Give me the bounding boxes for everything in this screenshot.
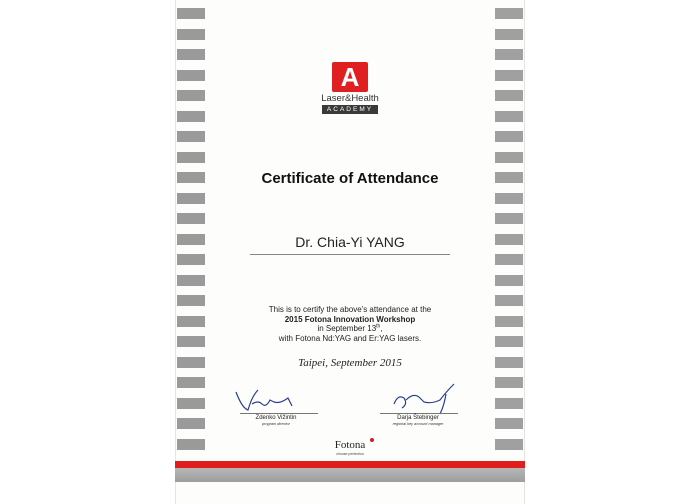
border-stripe [495, 131, 523, 142]
body-line-1: This is to certify the above's attendance at the [268, 305, 432, 314]
border-stripe [177, 439, 205, 450]
border-stripe [177, 29, 205, 40]
border-stripe [495, 439, 523, 450]
border-stripe [495, 357, 523, 368]
place-date: Taipei, September 2015 [298, 357, 402, 369]
border-stripe [177, 111, 205, 122]
border-stripe [177, 418, 205, 429]
body-line-3-sup: th [376, 323, 381, 330]
fotona-logo: Fotona [334, 439, 366, 451]
footer-gray-band [175, 468, 525, 482]
right-signer-role: regional key account manager [392, 422, 444, 426]
border-stripe [495, 193, 523, 204]
border-stripe [177, 90, 205, 101]
border-stripe [495, 275, 523, 286]
border-stripe [495, 234, 523, 245]
border-stripe [177, 295, 205, 306]
border-stripe [495, 152, 523, 163]
border-stripe [495, 213, 523, 224]
border-stripe [495, 316, 523, 327]
border-stripe [177, 377, 205, 388]
body-line-3-text: in September 13 [317, 324, 377, 333]
border-stripe [495, 398, 523, 409]
right-signature-line [380, 413, 458, 414]
border-stripe [495, 377, 523, 388]
logo-academy: ACADEMY [322, 105, 378, 114]
border-stripe [495, 418, 523, 429]
border-stripe [495, 70, 523, 81]
border-stripe [177, 152, 205, 163]
border-stripe [495, 8, 523, 19]
border-stripe [177, 213, 205, 224]
border-stripe [177, 8, 205, 19]
border-stripe [495, 295, 523, 306]
academy-logo [332, 62, 368, 92]
border-stripe [177, 398, 205, 409]
border-stripe [495, 29, 523, 40]
border-stripe [177, 193, 205, 204]
body-line-3 [220, 324, 480, 334]
border-stripe [495, 111, 523, 122]
right-signature [388, 380, 468, 416]
recipient-name: Dr. Chia-Yi YANG [295, 234, 405, 250]
body-line-3-suffix: , [380, 324, 383, 333]
border-stripe [495, 90, 523, 101]
logo-letter: A [340, 62, 360, 92]
certificate-title: Certificate of Attendance [261, 170, 439, 187]
left-signer-role: program director [262, 422, 290, 426]
left-stripe-border [177, 8, 205, 464]
footer-red-band [175, 461, 525, 468]
border-stripe [177, 70, 205, 81]
left-signature-line [240, 413, 318, 414]
border-stripe [177, 49, 205, 60]
border-stripe [495, 254, 523, 265]
body-line-4: with Fotona Nd:YAG and Er:YAG lasers. [278, 333, 422, 343]
border-stripe [177, 316, 205, 327]
right-stripe-border [495, 8, 523, 464]
left-signature [232, 386, 312, 414]
fotona-logo-dot [370, 438, 374, 442]
border-stripe [177, 336, 205, 347]
border-stripe [177, 357, 205, 368]
logo-name: Laser&Health [321, 93, 379, 104]
fotona-tagline: choose perfection [336, 452, 364, 456]
border-stripe [495, 336, 523, 347]
border-stripe [177, 131, 205, 142]
border-stripe [177, 234, 205, 245]
border-stripe [495, 49, 523, 60]
border-stripe [177, 275, 205, 286]
certificate-body [220, 305, 480, 343]
recipient-underline [250, 254, 450, 255]
right-signer-name: Darja Štebinger [397, 415, 439, 421]
border-stripe [177, 254, 205, 265]
left-signer-name: Zdenko Vižintin [255, 415, 297, 421]
body-line-2: 2015 Fotona Innovation Workshop [284, 314, 416, 324]
